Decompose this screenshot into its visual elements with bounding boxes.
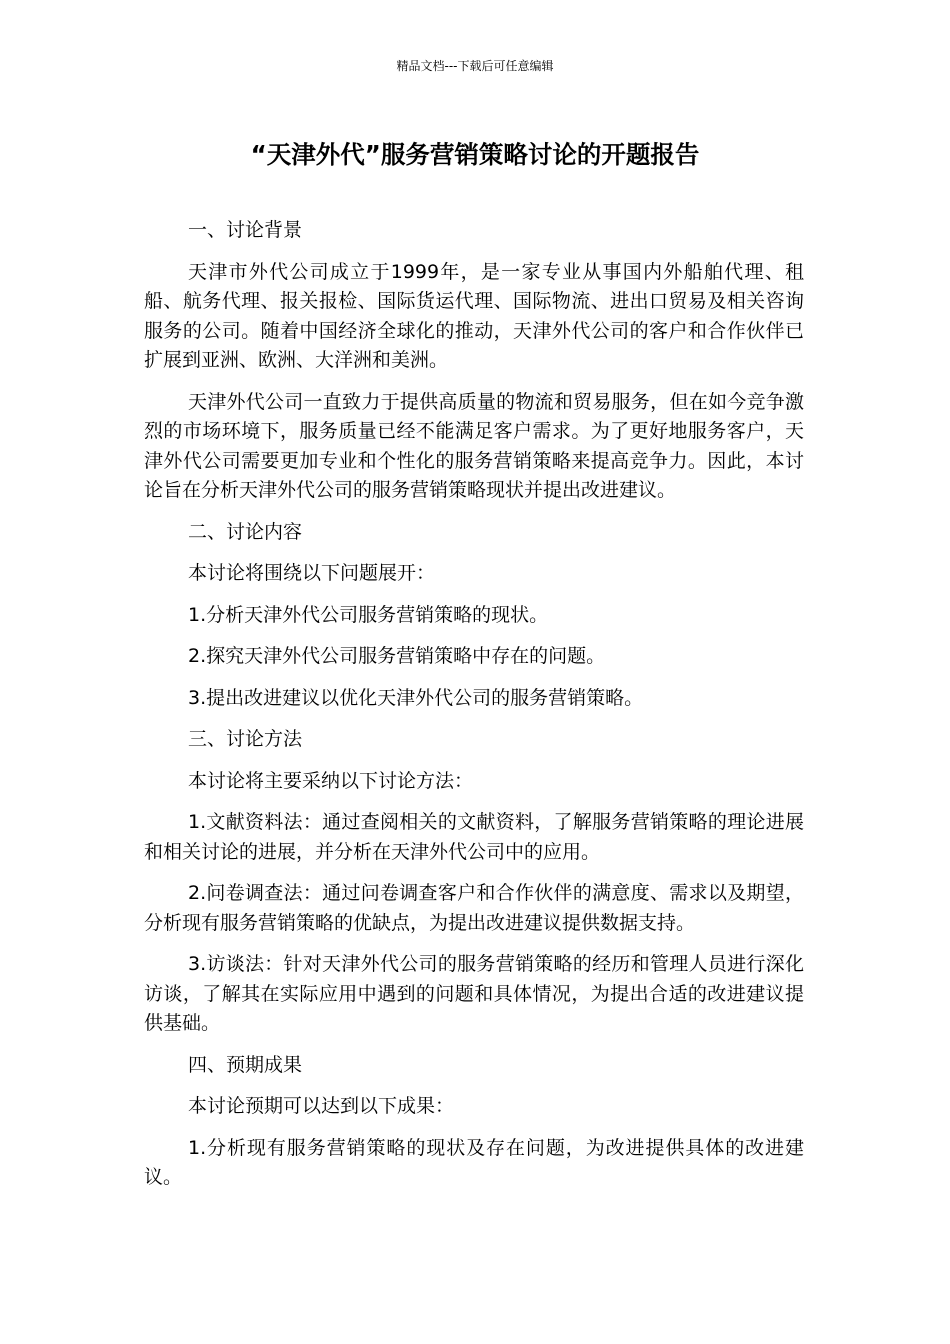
section-heading-background: 一、讨论背景: [188, 219, 303, 241]
document-body: [144, 216, 804, 1205]
paragraph-content-intro: 本讨论将围绕以下问题展开：: [188, 562, 436, 584]
section-heading-method: 三、讨论方法: [188, 728, 303, 750]
list-item-method-3: 3.访谈法：针对天津外代公司的服务营销策略的经历和管理人员进行深化访谈，了解其在实际应用中遇到的问题和具体情况，为提出合适的改进建议提供基础。: [144, 953, 804, 1034]
document-title: “天津外代”服务营销策略讨论的开题报告: [250, 140, 700, 169]
paragraph-outcomes-intro: 本讨论预期可以达到以下成果：: [188, 1095, 455, 1117]
list-item-method-2: 2.问卷调查法：通过问卷调查客户和合作伙伴的满意度、需求以及期望，分析现有服务营销策略的优缺点，为提出改进建议提供数据支持。: [144, 882, 804, 934]
header-note: 精品文档---下载后可任意编辑: [396, 59, 554, 73]
paragraph-company-intro: 天津市外代公司成立于1999年，是一家专业从事国内外船舶代理、租船、航务代理、报关报检、国际货运代理、国际物流、进出口贸易及相关咨询服务的公司。随着中国经济全球化的推动，天津外代公司的客户和合作伙伴已扩展到亚洲、欧洲、大洋洲和美洲。: [144, 260, 804, 371]
list-item-content-2: 2.探究天津外代公司服务营销策略中存在的问题。: [188, 645, 606, 667]
list-item-content-1: 1.分析天津外代公司服务营销策略的现状。: [188, 603, 549, 626]
list-item-content-3: 3.提出改进建议以优化天津外代公司的服务营销策略。: [188, 686, 644, 709]
list-item-outcome-1: 1.分析现有服务营销策略的现状及存在问题，为改进提供具体的改进建议。: [144, 1136, 804, 1188]
paragraph-method-intro: 本讨论将主要采纳以下讨论方法：: [188, 769, 474, 792]
paragraph-research-purpose: 天津外代公司一直致力于提供高质量的物流和贸易服务，但在如今竞争激烈的市场环境下，服务质量已经不能满足客户需求。为了更好地服务客户，天津外代公司需要更加专业和个性化的服务营销策略来提高竞争力。因此，本讨论旨在分析天津外代公司的服务营销策略现状并提出改进建议。: [144, 390, 804, 501]
section-heading-content: 二、讨论内容: [188, 520, 303, 543]
section-heading-outcomes: 四、预期成果: [188, 1053, 303, 1076]
list-item-method-1: 1.文献资料法：通过查阅相关的文献资料，了解服务营销策略的理论进展和相关讨论的进展，并分析在天津外代公司中的应用。: [144, 811, 804, 863]
